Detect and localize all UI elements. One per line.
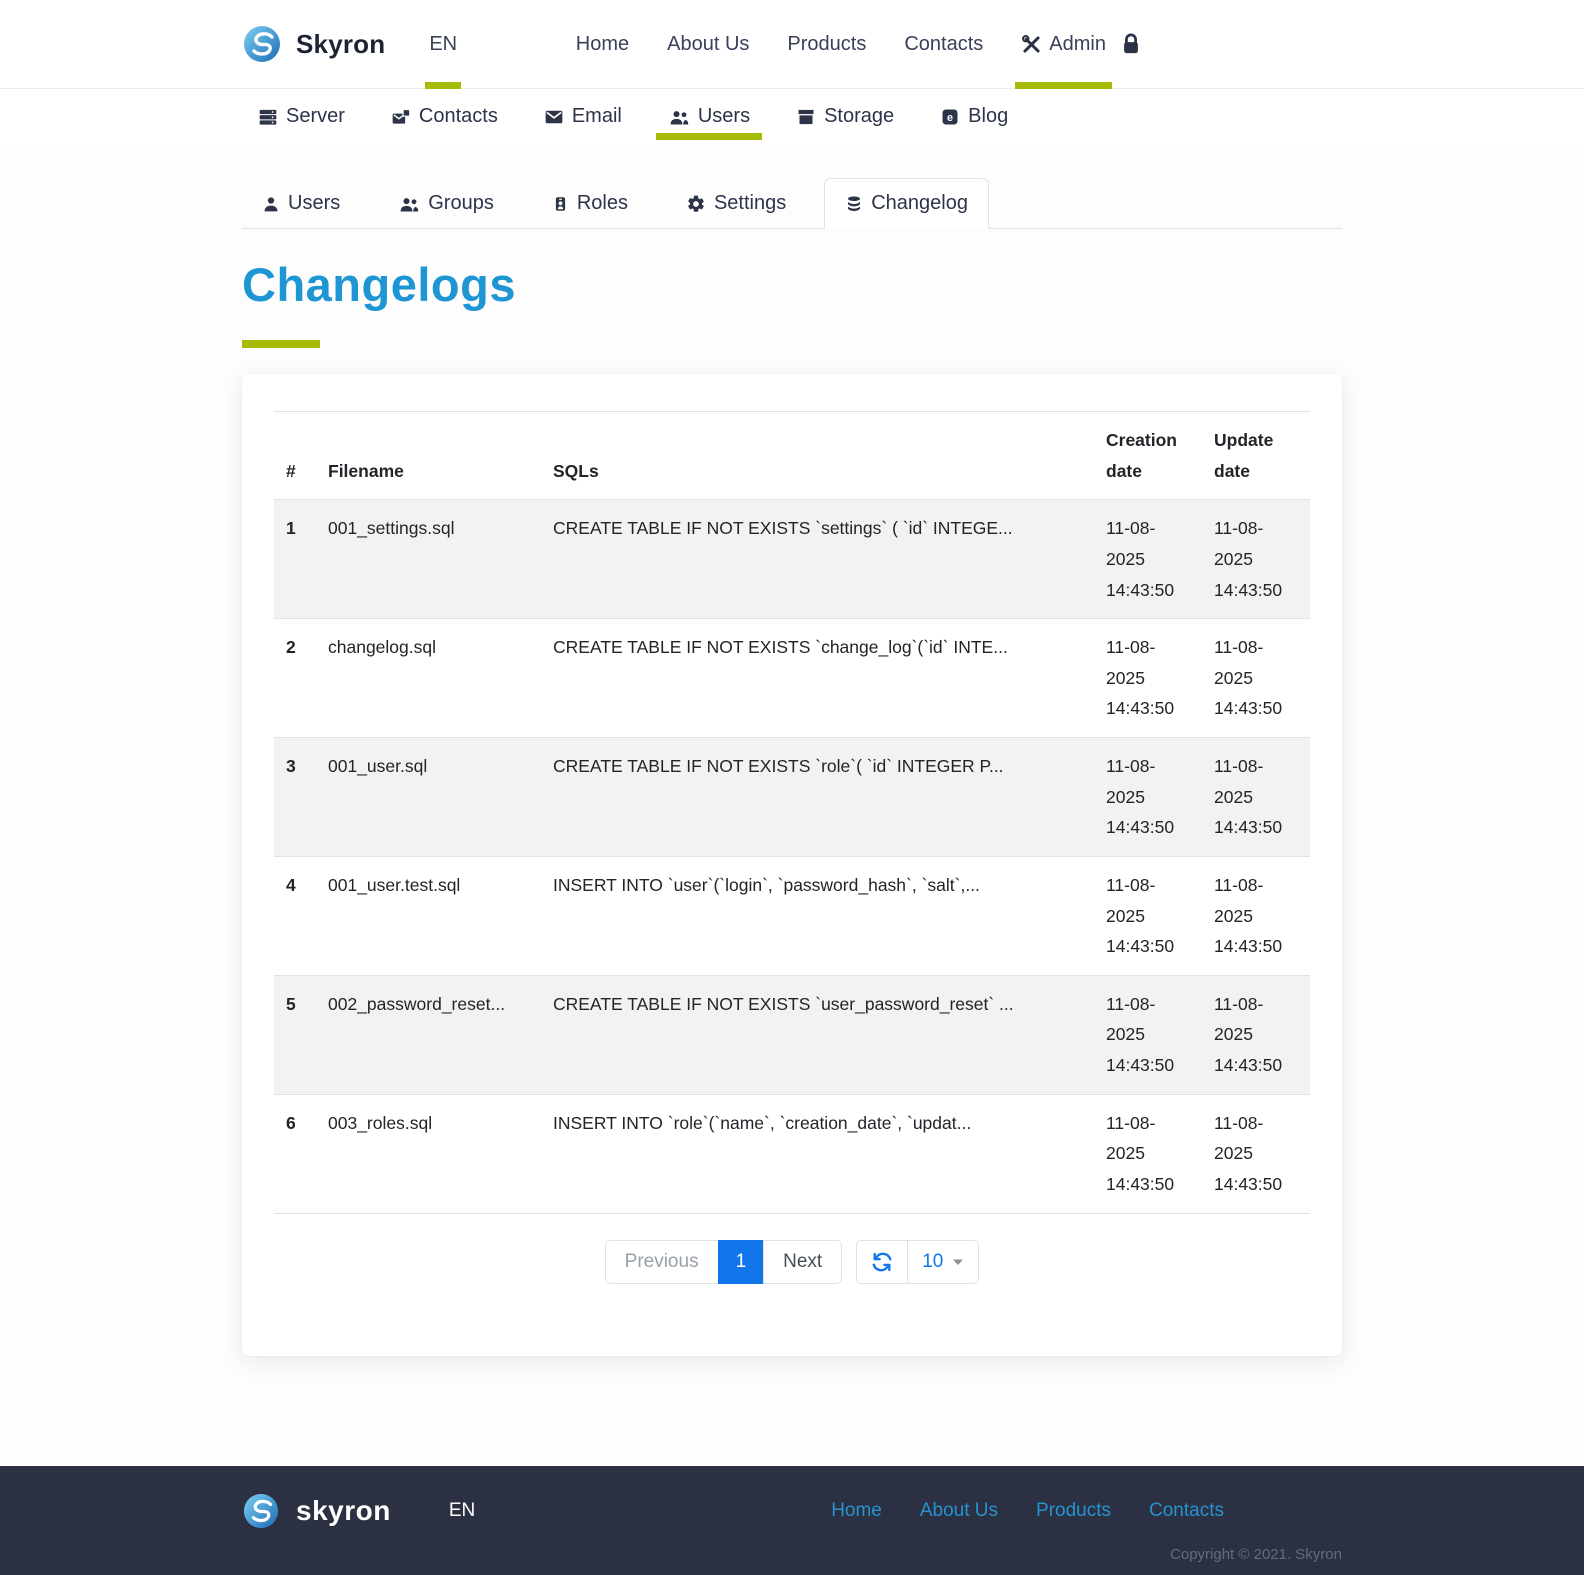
column-header-filename: Filename — [316, 412, 541, 500]
tab-settings[interactable] — [666, 179, 806, 228]
svg-text:e: e — [947, 111, 954, 124]
row-update-date: 11-08-2025 14:43:50 — [1202, 975, 1310, 1094]
tab-users[interactable] — [242, 179, 360, 228]
pager-group — [605, 1240, 843, 1284]
column-header-creation: Creation date — [1094, 412, 1202, 500]
row-update-date: 11-08-2025 14:43:50 — [1202, 500, 1310, 619]
admin-nav-server[interactable] — [258, 105, 345, 128]
footer-link-about-us[interactable]: About Us — [919, 1499, 999, 1521]
refresh-button[interactable] — [856, 1240, 908, 1284]
main-nav — [576, 0, 1106, 88]
lock-icon — [1120, 32, 1142, 56]
server-icon — [258, 107, 278, 127]
nav-item-admin[interactable] — [1021, 0, 1106, 88]
row-number: 4 — [274, 856, 316, 975]
contacts-icon — [391, 107, 411, 127]
brand-logo-home-link[interactable] — [242, 24, 385, 64]
nav-item-contacts[interactable]: Contacts — [904, 32, 984, 55]
nav-item-products[interactable]: Products — [787, 32, 867, 55]
footer — [0, 1466, 1584, 1575]
admin-nav-contacts[interactable] — [391, 105, 498, 128]
table-header-row — [274, 412, 1310, 500]
footer-brand-name: skyron — [296, 1494, 391, 1526]
footer-link-contacts[interactable]: Contacts — [1149, 1499, 1224, 1521]
row-update-date: 11-08-2025 14:43:50 — [1202, 1094, 1310, 1213]
row-sql: INSERT INTO `user`(`login`, `password_hash`, `salt`,... — [541, 856, 1094, 975]
refresh-icon — [871, 1251, 893, 1273]
tab-roles[interactable] — [532, 179, 648, 228]
admin-nav-email-label: Email — [571, 105, 622, 127]
admin-nav-users-label: Users — [697, 105, 751, 127]
pagination — [274, 1240, 1310, 1284]
pagination-tools-group — [856, 1240, 979, 1284]
row-creation-date: 11-08-2025 14:43:50 — [1094, 619, 1202, 738]
tab-roles-label: Roles — [576, 192, 628, 214]
admin-nav-email[interactable] — [544, 105, 622, 128]
table-row — [274, 1094, 1310, 1213]
admin-nav-blog-label: Blog — [968, 105, 1009, 127]
wrench-screwdriver-icon — [1021, 34, 1042, 55]
logout-lock-button[interactable] — [1120, 32, 1142, 56]
page-title: Changelogs — [242, 258, 516, 311]
table-row — [274, 619, 1310, 738]
tab-settings-label: Settings — [713, 192, 787, 214]
footer-nav — [831, 1500, 1224, 1522]
email-icon — [544, 107, 564, 127]
tab-groups-label: Groups — [428, 192, 494, 214]
row-number: 5 — [274, 975, 316, 1094]
caret-down-icon — [952, 1258, 964, 1266]
title-accent-bar — [242, 340, 320, 348]
footer-link-products[interactable]: Products — [1036, 1499, 1112, 1521]
column-header-num: # — [274, 412, 316, 500]
nav-item-about-us[interactable]: About Us — [667, 32, 750, 55]
row-creation-date: 11-08-2025 14:43:50 — [1094, 975, 1202, 1094]
admin-nav-storage[interactable] — [796, 105, 894, 128]
page-size-dropdown[interactable] — [907, 1240, 979, 1284]
top-navbar — [0, 0, 1584, 89]
tab-groups[interactable] — [378, 179, 514, 228]
blog-icon — [940, 107, 960, 127]
row-number: 1 — [274, 500, 316, 619]
row-filename: 001_settings.sql — [316, 500, 541, 619]
row-number: 3 — [274, 738, 316, 857]
id-badge-icon — [552, 194, 569, 214]
row-filename: 003_roles.sql — [316, 1094, 541, 1213]
group-icon — [398, 194, 420, 214]
row-filename: changelog.sql — [316, 619, 541, 738]
storage-icon — [796, 107, 816, 127]
admin-nav-contacts-label: Contacts — [418, 105, 498, 127]
footer-link-home[interactable]: Home — [831, 1499, 882, 1521]
language-selector[interactable]: EN — [429, 0, 457, 88]
admin-nav-users[interactable] — [668, 105, 750, 128]
row-sql: CREATE TABLE IF NOT EXISTS `settings` ( `id` INTEGE... — [541, 500, 1094, 619]
footer-brand[interactable] — [242, 1492, 391, 1530]
tab-changelog[interactable] — [824, 178, 989, 229]
row-sql: CREATE TABLE IF NOT EXISTS `change_log`(`id` INTE... — [541, 619, 1094, 738]
row-creation-date: 11-08-2025 14:43:50 — [1094, 1094, 1202, 1213]
admin-section-nav — [0, 89, 1584, 150]
users-section-tabs — [242, 178, 1342, 229]
database-icon — [845, 194, 863, 214]
gear-icon — [686, 194, 706, 214]
column-header-update: Update date — [1202, 412, 1310, 500]
row-filename: 002_password_reset... — [316, 975, 541, 1094]
row-filename: 001_user.test.sql — [316, 856, 541, 975]
footer-language-selector[interactable]: EN — [448, 1499, 476, 1521]
row-creation-date: 11-08-2025 14:43:50 — [1094, 500, 1202, 619]
row-filename: 001_user.sql — [316, 738, 541, 857]
row-number: 2 — [274, 619, 316, 738]
column-header-sqls: SQLs — [541, 412, 1094, 500]
brand-name: Skyron — [296, 28, 386, 59]
table-row — [274, 500, 1310, 619]
row-creation-date: 11-08-2025 14:43:50 — [1094, 738, 1202, 857]
table-row — [274, 975, 1310, 1094]
admin-nav-server-label: Server — [286, 105, 345, 127]
pagination-previous-button[interactable]: Previous — [605, 1240, 719, 1284]
users-icon — [668, 107, 690, 127]
page-size-value: 10 — [922, 1250, 944, 1272]
row-sql: CREATE TABLE IF NOT EXISTS `role`( `id` INTEGER P... — [541, 738, 1094, 857]
row-sql: CREATE TABLE IF NOT EXISTS `user_password_reset` ... — [541, 975, 1094, 1094]
tab-users-label: Users — [288, 192, 341, 214]
tab-changelog-label: Changelog — [871, 192, 968, 214]
table-row — [274, 856, 1310, 975]
pagination-page-1[interactable]: 1 — [718, 1240, 765, 1284]
pagination-next-button[interactable]: Next — [763, 1240, 842, 1284]
user-icon — [262, 194, 280, 214]
row-update-date: 11-08-2025 14:43:50 — [1202, 738, 1310, 857]
changelog-table-body — [274, 500, 1310, 1213]
row-sql: INSERT INTO `role`(`name`, `creation_date`, `updat... — [541, 1094, 1094, 1213]
row-update-date: 11-08-2025 14:43:50 — [1202, 856, 1310, 975]
copyright-text: Copyright © 2021. Skyron — [1170, 1545, 1342, 1563]
admin-nav-blog[interactable] — [940, 105, 1008, 128]
admin-nav-storage-label: Storage — [824, 105, 895, 127]
row-creation-date: 11-08-2025 14:43:50 — [1094, 856, 1202, 975]
changelog-table — [274, 411, 1310, 1214]
table-row — [274, 738, 1310, 857]
nav-admin-label: Admin — [1049, 32, 1106, 55]
skyron-swirl-logo-footer — [242, 1492, 280, 1530]
changelog-card — [242, 374, 1342, 1356]
row-number: 6 — [274, 1094, 316, 1213]
row-update-date: 11-08-2025 14:43:50 — [1202, 619, 1310, 738]
skyron-swirl-logo — [242, 24, 282, 64]
nav-item-home[interactable]: Home — [575, 32, 630, 55]
